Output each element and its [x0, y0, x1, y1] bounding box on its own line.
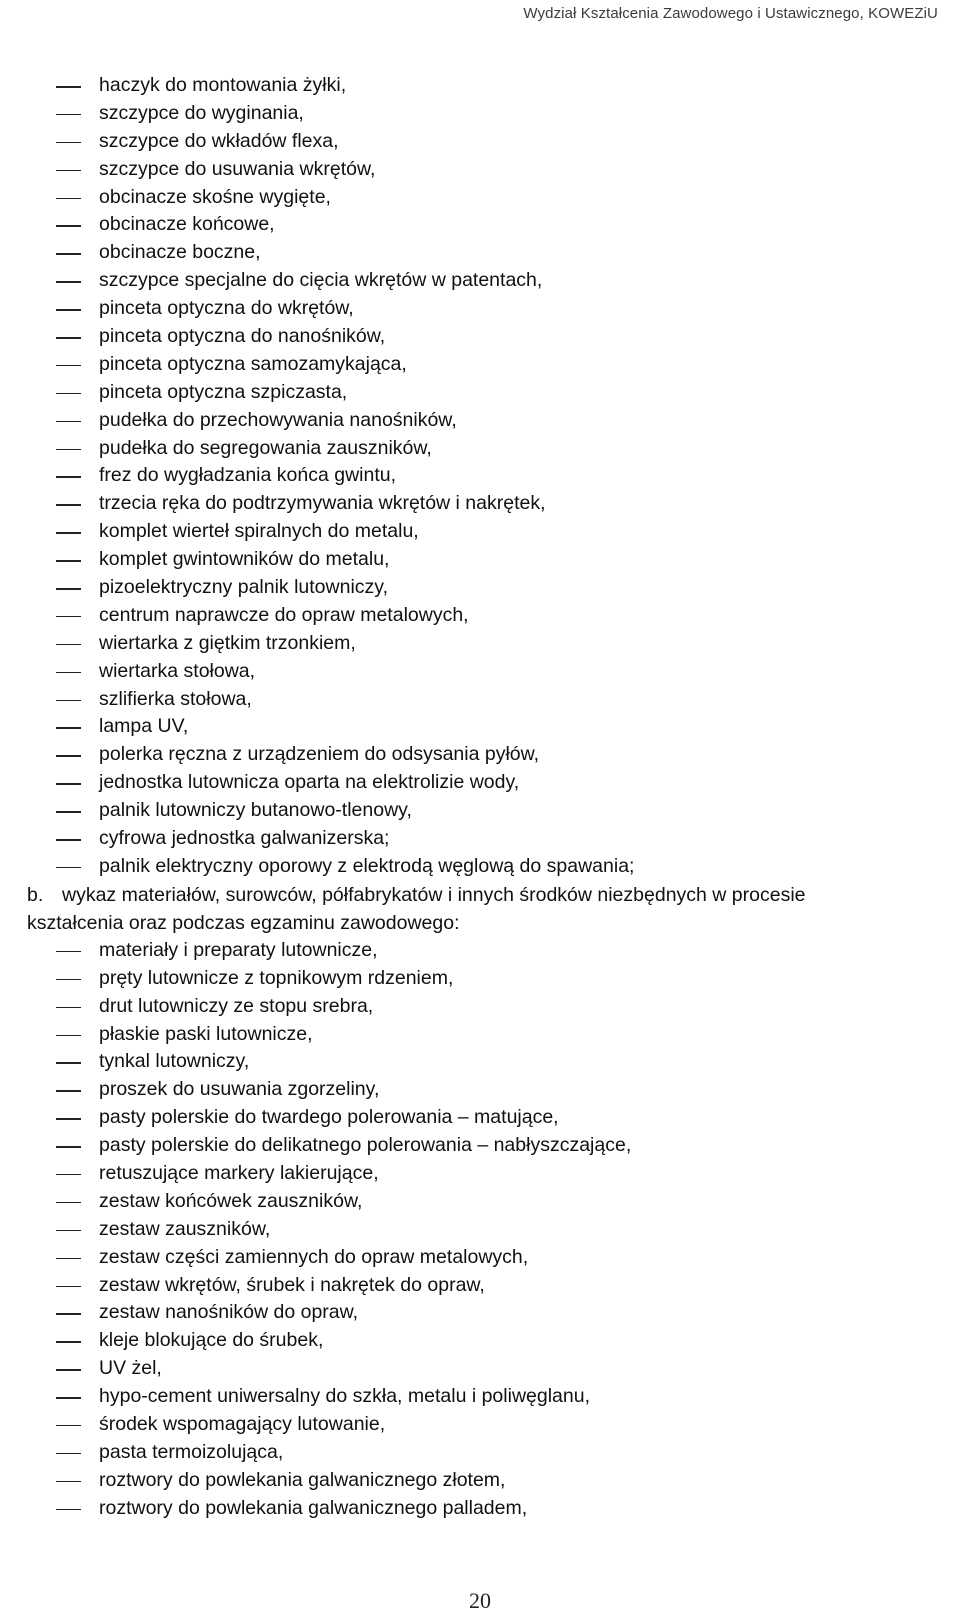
list-item — [0, 1495, 960, 1523]
list-item-label: obcinacze skośne wygięte, — [99, 185, 331, 208]
dash-bullet-icon — [56, 421, 81, 423]
list-item-label: roztwory do powlekania galwanicznego złotem, — [99, 1468, 506, 1491]
list-item-label: zestaw części zamiennych do opraw metalowych, — [99, 1245, 529, 1268]
list-item-label: materiały i preparaty lutownicze, — [99, 938, 378, 961]
list-item — [0, 797, 960, 825]
section-heading-line-2: kształcenia oraz podczas egzaminu zawodowego: — [27, 911, 460, 934]
page-header: Wydział Kształcenia Zawodowego i Ustawicznego, KOWEZiU — [523, 5, 938, 22]
list-item — [0, 379, 960, 407]
list-item-label: wiertarka stołowa, — [99, 659, 256, 682]
dash-bullet-icon — [56, 951, 81, 953]
dash-bullet-icon — [56, 1146, 81, 1148]
dash-bullet-icon — [56, 253, 81, 255]
list-item — [0, 128, 960, 156]
list-item — [0, 658, 960, 686]
dash-bullet-icon — [56, 476, 81, 478]
list-item — [0, 1383, 960, 1411]
dash-bullet-icon — [56, 755, 81, 757]
list-item-label: proszek do usuwania zgorzeliny, — [99, 1078, 380, 1101]
list-item — [0, 1327, 960, 1355]
list-item — [0, 156, 960, 184]
list-item-label: drut lutowniczy ze stopu srebra, — [99, 994, 374, 1017]
list-item — [0, 1188, 960, 1216]
list-item — [0, 462, 960, 490]
list-item-label: trzecia ręka do podtrzymywania wkrętów i nakrętek, — [99, 492, 546, 515]
dash-bullet-icon — [56, 560, 81, 562]
dash-bullet-icon — [56, 588, 81, 590]
list-item — [0, 937, 960, 965]
list-item-label: pudełka do segregowania zauszników, — [99, 436, 432, 459]
dash-bullet-icon — [56, 783, 81, 785]
list-item-label: środek wspomagający lutowanie, — [99, 1412, 386, 1435]
dash-bullet-icon — [56, 1397, 81, 1399]
list-item-label: szczypce do usuwania wkrętów, — [99, 157, 376, 180]
dash-bullet-icon — [56, 1286, 81, 1288]
dash-bullet-icon — [56, 142, 81, 144]
list-item — [0, 1355, 960, 1383]
dash-bullet-icon — [56, 1369, 81, 1371]
list-item — [0, 100, 960, 128]
list-item-label: pinceta optyczna szpiczasta, — [99, 380, 348, 403]
list-item — [0, 965, 960, 993]
equipment-list — [0, 72, 960, 881]
list-item — [0, 351, 960, 379]
dash-bullet-icon — [56, 811, 81, 813]
dash-bullet-icon — [56, 1258, 81, 1260]
dash-bullet-icon — [56, 1118, 81, 1120]
dash-bullet-icon — [56, 1174, 81, 1176]
dash-bullet-icon — [56, 1313, 81, 1315]
list-item — [0, 1160, 960, 1188]
list-item — [0, 1216, 960, 1244]
list-item — [0, 741, 960, 769]
list-item-label: tynkal lutowniczy, — [99, 1050, 250, 1073]
list-item-label: pinceta optyczna do nanośników, — [99, 325, 386, 348]
list-item — [0, 825, 960, 853]
list-item — [0, 574, 960, 602]
dash-bullet-icon — [56, 727, 81, 729]
list-item-label: zestaw końcówek zauszników, — [99, 1189, 363, 1212]
list-item — [0, 1272, 960, 1300]
section-b — [0, 881, 960, 937]
list-item — [0, 323, 960, 351]
dash-bullet-icon — [56, 1035, 81, 1037]
list-item-label: pizoelektryczny palnik lutowniczy, — [99, 576, 389, 599]
list-item-label: lampa UV, — [99, 715, 189, 738]
list-item-label: szczypce specjalne do cięcia wkrętów w patentach, — [99, 269, 543, 292]
list-item — [0, 1467, 960, 1495]
list-item-label: cyfrowa jednostka galwanizerska; — [99, 827, 390, 850]
section-marker: b. — [27, 883, 44, 906]
dash-bullet-icon — [56, 86, 81, 88]
list-item-label: szczypce do wyginania, — [99, 101, 304, 124]
list-item — [0, 518, 960, 546]
page-number: 20 — [469, 1588, 491, 1613]
dash-bullet-icon — [56, 1202, 81, 1204]
list-item-label: polerka ręczna z urządzeniem do odsysania pyłów, — [99, 743, 540, 766]
dash-bullet-icon — [56, 1090, 81, 1092]
list-item — [0, 211, 960, 239]
list-item — [0, 1104, 960, 1132]
list-item-label: roztwory do powlekania galwanicznego palladem, — [99, 1496, 528, 1519]
dash-bullet-icon — [56, 449, 81, 451]
list-item — [0, 490, 960, 518]
list-item-label: obcinacze końcowe, — [99, 213, 275, 236]
list-item-label: zestaw nanośników do opraw, — [99, 1301, 359, 1324]
list-item-label: komplet wierteł spiralnych do metalu, — [99, 520, 419, 543]
list-item-label: szlifierka stołowa, — [99, 687, 252, 710]
list-item — [0, 407, 960, 435]
list-item-label: pręty lutownicze z topnikowym rdzeniem, — [99, 966, 454, 989]
dash-bullet-icon — [56, 281, 81, 283]
list-item — [0, 853, 960, 881]
list-item-label: kleje blokujące do śrubek, — [99, 1329, 324, 1352]
list-item-label: pinceta optyczna samozamykająca, — [99, 352, 407, 375]
list-item-label: centrum naprawcze do opraw metalowych, — [99, 603, 469, 626]
list-item-label: zestaw zauszników, — [99, 1217, 271, 1240]
dash-bullet-icon — [56, 1062, 81, 1064]
list-item-label: UV żel, — [99, 1357, 162, 1380]
dash-bullet-icon — [56, 1481, 81, 1483]
list-item-label: jednostka lutownicza oparta na elektrolizie wody, — [99, 771, 520, 794]
list-item-label: palnik lutowniczy butanowo-tlenowy, — [99, 799, 412, 822]
dash-bullet-icon — [56, 1509, 81, 1511]
dash-bullet-icon — [56, 1453, 81, 1455]
dash-bullet-icon — [56, 170, 81, 172]
list-item — [0, 435, 960, 463]
list-item — [0, 1021, 960, 1049]
dash-bullet-icon — [56, 365, 81, 367]
dash-bullet-icon — [56, 1341, 81, 1343]
list-item — [0, 1299, 960, 1327]
list-item — [0, 686, 960, 714]
dash-bullet-icon — [56, 644, 81, 646]
list-item — [0, 546, 960, 574]
list-item — [0, 602, 960, 630]
list-item-label: pudełka do przechowywania nanośników, — [99, 408, 457, 431]
list-item-label: pasty polerskie do twardego polerowania – matujące, — [99, 1106, 559, 1129]
list-item-label: haczyk do montowania żyłki, — [99, 74, 347, 96]
materials-list — [0, 937, 960, 1523]
list-item-label: retuszujące markery lakierujące, — [99, 1161, 379, 1184]
dash-bullet-icon — [56, 337, 81, 339]
list-item — [0, 713, 960, 741]
list-item — [0, 295, 960, 323]
list-item — [0, 1132, 960, 1160]
list-item — [0, 1048, 960, 1076]
list-item — [0, 769, 960, 797]
list-item — [0, 630, 960, 658]
list-item — [0, 1411, 960, 1439]
list-item-label: komplet gwintowników do metalu, — [99, 548, 390, 571]
dash-bullet-icon — [56, 839, 81, 841]
list-item-label: zestaw wkrętów, śrubek i nakrętek do opraw, — [99, 1273, 485, 1296]
dash-bullet-icon — [56, 979, 81, 981]
list-item-label: palnik elektryczny oporowy z elektrodą węglową do spawania; — [99, 854, 635, 877]
list-item — [0, 993, 960, 1021]
dash-bullet-icon — [56, 700, 81, 702]
list-item — [0, 1244, 960, 1272]
dash-bullet-icon — [56, 1425, 81, 1427]
page-content — [0, 72, 960, 1523]
section-heading-line-1: wykaz materiałów, surowców, półfabrykatów i innych środków niezbędnych w procesie — [62, 883, 806, 906]
list-item — [0, 267, 960, 295]
dash-bullet-icon — [56, 309, 81, 311]
dash-bullet-icon — [56, 672, 81, 674]
list-item-label: hypo-cement uniwersalny do szkła, metalu i poliwęglanu, — [99, 1385, 591, 1408]
list-item-label: pasta termoizolująca, — [99, 1440, 284, 1463]
list-item-label: płaskie paski lutownicze, — [99, 1022, 313, 1045]
dash-bullet-icon — [56, 504, 81, 506]
list-item — [0, 1439, 960, 1467]
dash-bullet-icon — [56, 616, 81, 618]
dash-bullet-icon — [56, 114, 81, 116]
dash-bullet-icon — [56, 532, 81, 534]
dash-bullet-icon — [56, 1230, 81, 1232]
list-item-label: szczypce do wkładów flexa, — [99, 129, 339, 152]
list-item-label: obcinacze boczne, — [99, 241, 261, 264]
list-item — [0, 1076, 960, 1104]
list-item-label: frez do wygładzania końca gwintu, — [99, 464, 397, 487]
list-item-label: wiertarka z giętkim trzonkiem, — [99, 631, 356, 654]
dash-bullet-icon — [56, 1007, 81, 1009]
list-item — [0, 239, 960, 267]
list-item — [0, 72, 960, 100]
list-item — [0, 184, 960, 212]
dash-bullet-icon — [56, 225, 81, 227]
dash-bullet-icon — [56, 198, 81, 200]
list-item-label: pinceta optyczna do wkrętów, — [99, 297, 354, 320]
dash-bullet-icon — [56, 393, 81, 395]
list-item-label: pasty polerskie do delikatnego polerowania – nabłyszczające, — [99, 1134, 632, 1157]
dash-bullet-icon — [56, 867, 81, 869]
